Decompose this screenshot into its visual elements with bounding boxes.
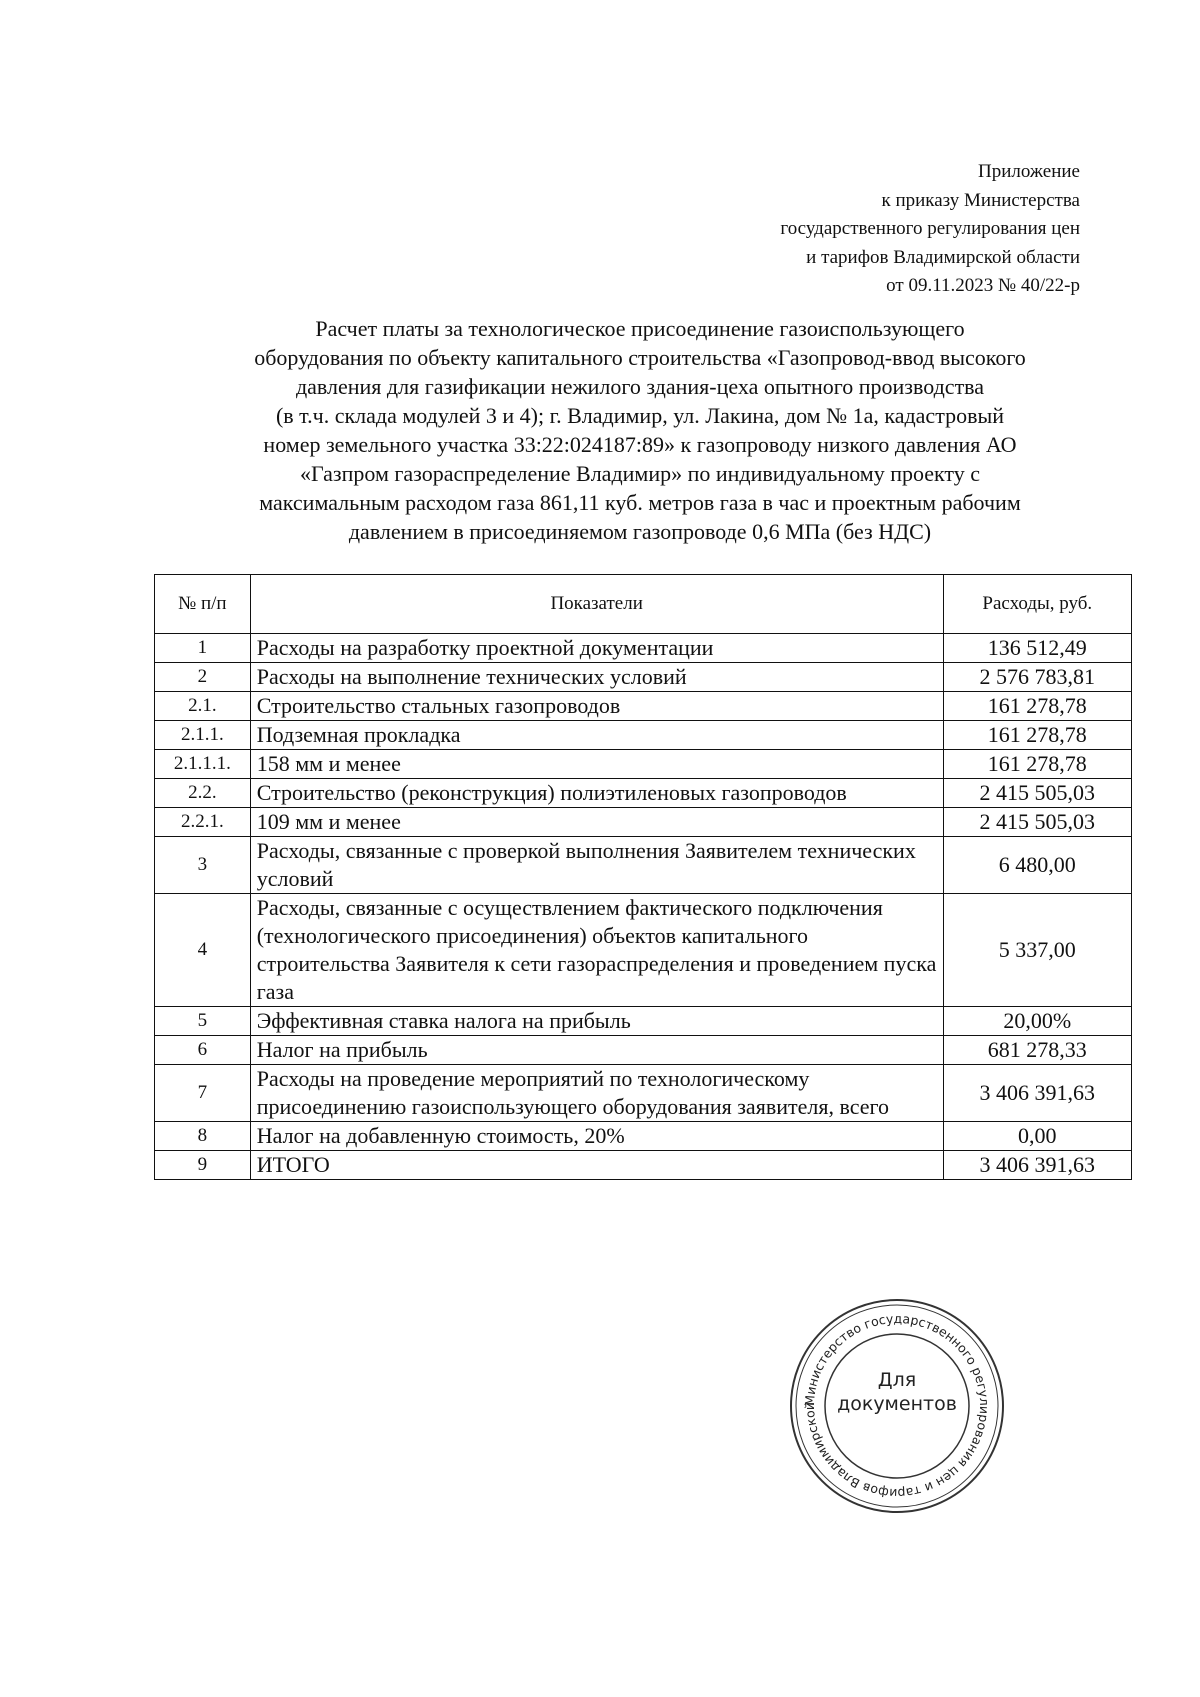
header-value: Расходы, руб. [943,575,1131,634]
row-name: Расходы на разработку проектной документации [250,634,943,663]
row-value: 161 278,78 [943,692,1131,721]
row-value: 6 480,00 [943,837,1131,894]
table-row [155,634,1132,663]
row-value: 20,00% [943,1007,1131,1036]
row-name: Налог на добавленную стоимость, 20% [250,1122,943,1151]
row-num: 2.1.1.1. [155,750,251,779]
appendix-line: государственного регулирования цен [780,218,1080,239]
row-num: 6 [155,1036,251,1065]
row-name: Расходы на проведение мероприятий по технологическому присоединению газоиспользующего оборудования заявителя, всего [250,1065,943,1122]
table-row [155,1151,1132,1180]
header-num: № п/п [155,575,251,634]
official-stamp [787,1296,1007,1516]
row-value: 3 406 391,63 [943,1151,1131,1180]
title-line: (в т.ч. склада модулей 3 и 4); г. Владимир, ул. Лакина, дом № 1а, кадастровый [275,403,1005,428]
calculation-table [154,574,1132,1180]
row-num: 2.1. [155,692,251,721]
row-name: ИТОГО [250,1151,943,1180]
row-name: Налог на прибыль [250,1036,943,1065]
row-num: 2.2. [155,779,251,808]
title-line: оборудования по объекту капитального строительства «Газопровод-ввод высокого [254,345,1026,370]
row-value: 2 415 505,03 [943,779,1131,808]
title-line: максимальным расходом газа 861,11 куб. метров газа в час и проектным рабочим [259,490,1021,515]
header-indicator: Показатели [250,575,943,634]
appendix-line: и тарифов Владимирской области [806,246,1080,268]
row-name: Расходы на выполнение технических условий [250,663,943,692]
table-row [155,808,1132,837]
row-value: 2 576 783,81 [943,663,1131,692]
row-num: 4 [155,894,251,1007]
stamp-center [787,1368,1007,1416]
row-name: Строительство (реконструкция) полиэтиленовых газопроводов [250,779,943,808]
row-value: 3 406 391,63 [943,1065,1131,1122]
row-name: Подземная прокладка [250,721,943,750]
row-value: 681 278,33 [943,1036,1131,1065]
table-row [155,1065,1132,1122]
table-row [155,692,1132,721]
row-value: 0,00 [943,1122,1131,1151]
row-value: 2 415 505,03 [943,808,1131,837]
title-line: давлением в присоединяемом газопроводе 0,6 МПа (без НДС) [348,519,932,544]
row-name: 109 мм и менее [250,808,943,837]
appendix-line: Приложение [978,161,1080,182]
row-name: Расходы, связанные с проверкой выполнения Заявителем технических условий [250,837,943,894]
row-name: Расходы, связанные с осуществлением фактического подключения (технологического присоединения) объектов капитального строительства Заявителя к сети газораспределения и проведением пуска газа [250,894,943,1007]
table-row [155,721,1132,750]
row-value: 5 337,00 [943,894,1131,1007]
table-row [155,779,1132,808]
row-value: 161 278,78 [943,750,1131,779]
title-line: номер земельного участка 33:22:024187:89» к газопроводу низкого давления АО [263,432,1017,457]
row-num: 2.1.1. [155,721,251,750]
document-title [160,314,1120,546]
stamp-center-line: Для [877,1369,917,1391]
row-num: 1 [155,634,251,663]
stamp-center-line: документов [837,1393,957,1415]
table-row [155,663,1132,692]
stamp-ring-text: Министерство государственного регулирования цен и тарифов Владимирской [801,1310,993,1502]
appendix-header [610,158,1080,301]
row-num: 5 [155,1007,251,1036]
title-line: «Газпром газораспределение Владимир» по индивидуальному проекту с [299,461,980,486]
row-name: Строительство стальных газопроводов [250,692,943,721]
row-num: 2.2.1. [155,808,251,837]
row-name: Эффективная ставка налога на прибыль [250,1007,943,1036]
table-row [155,750,1132,779]
row-num: 2 [155,663,251,692]
row-value: 161 278,78 [943,721,1131,750]
table-row [155,837,1132,894]
table-row [155,1007,1132,1036]
appendix-line: от 09.11.2023 № 40/22-р [886,275,1080,296]
table-header-row [155,575,1132,634]
title-line: Расчет платы за технологическое присоединение газоиспользующего [315,316,965,341]
row-num: 7 [155,1065,251,1122]
table-row [155,894,1132,1007]
table-row [155,1036,1132,1065]
row-name: 158 мм и менее [250,750,943,779]
row-num: 9 [155,1151,251,1180]
title-line: давления для газификации нежилого здания-цеха опытного производства [295,374,985,399]
table-row [155,1122,1132,1151]
appendix-line: к приказу Министерства [881,189,1080,211]
row-num: 3 [155,837,251,894]
row-value: 136 512,49 [943,634,1131,663]
row-num: 8 [155,1122,251,1151]
